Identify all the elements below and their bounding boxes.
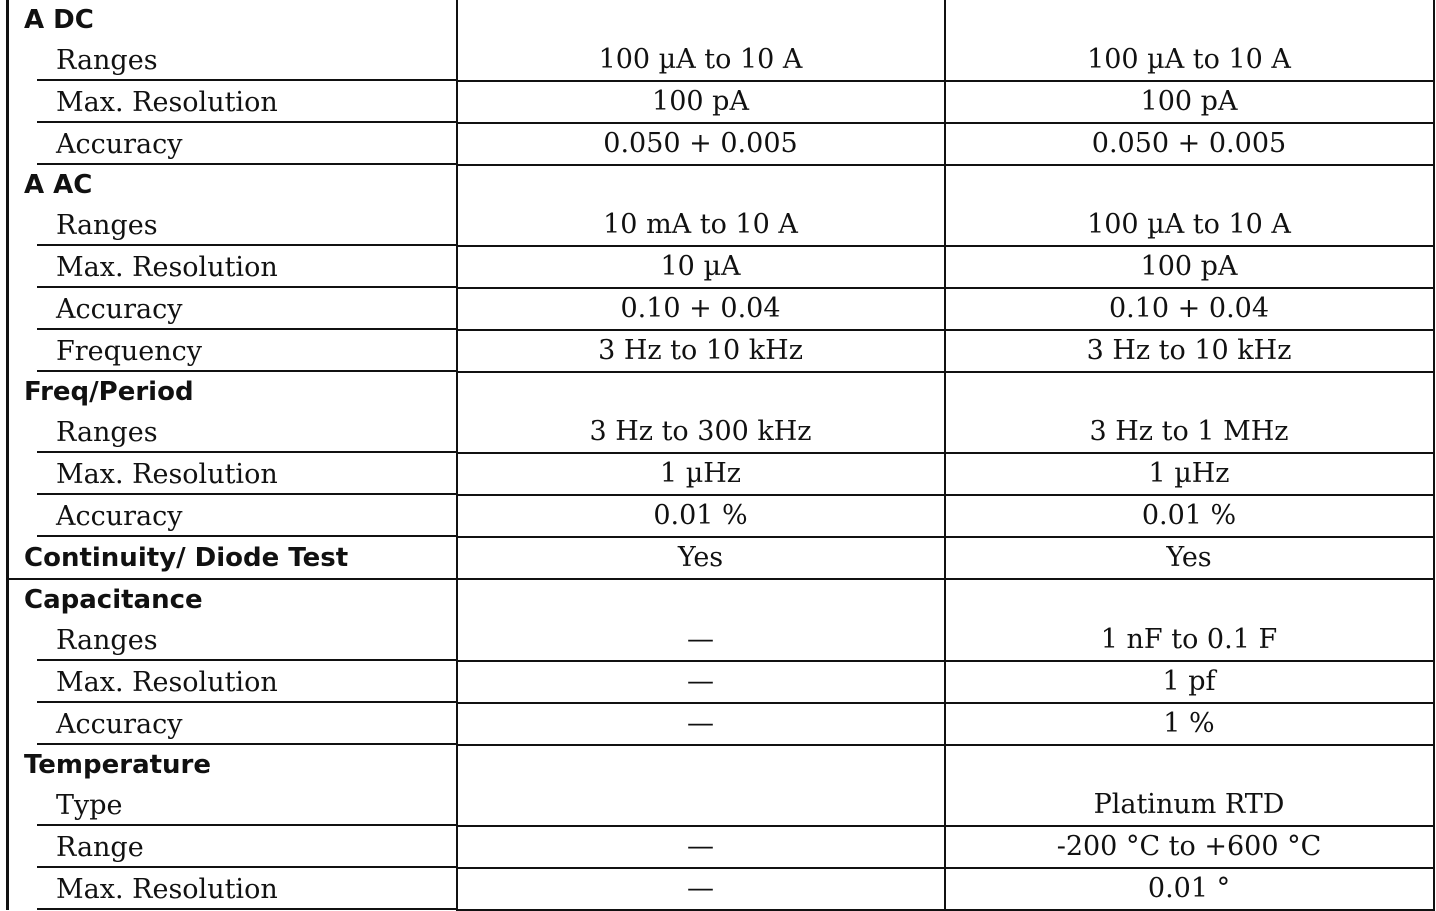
spec-value-1: 1 µHz: [457, 453, 945, 495]
spec-value-2: 0.01 °: [945, 868, 1434, 910]
spec-value-1: —: [457, 620, 945, 661]
spec-row: [8, 40, 1434, 81]
section-header-row: [8, 745, 1434, 785]
spec-label: Max. Resolution: [8, 661, 457, 703]
spec-value-2: 100 pA: [945, 246, 1434, 288]
spec-value-1: 0.10 + 0.04: [457, 288, 945, 330]
section-title: Continuity/ Diode Test: [8, 537, 457, 579]
spec-value-1: 100 µA to 10 A: [457, 40, 945, 81]
spec-row: [8, 453, 1434, 495]
section-header-row: [8, 372, 1434, 412]
spec-label: Accuracy: [8, 703, 457, 745]
spec-row: [8, 205, 1434, 246]
spec-value-2: 1 nF to 0.1 F: [945, 620, 1434, 661]
spec-label: Max. Resolution: [8, 246, 457, 288]
spec-value-1: —: [457, 661, 945, 703]
section-value-2: [945, 579, 1434, 620]
spec-label: Ranges: [8, 40, 457, 81]
spec-label: Accuracy: [8, 288, 457, 330]
section-title: Freq/Period: [8, 372, 457, 412]
spec-label: Frequency: [8, 330, 457, 372]
spec-value-2: 0.01 %: [945, 495, 1434, 537]
spec-value-2: Platinum RTD: [945, 785, 1434, 826]
spec-value-1: [457, 785, 945, 826]
spec-row: [8, 123, 1434, 165]
section-header-row: [8, 579, 1434, 620]
spec-label: Type: [8, 785, 457, 826]
spec-row: [8, 703, 1434, 745]
section-value-1: [457, 745, 945, 785]
spec-value-1: 0.050 + 0.005: [457, 123, 945, 165]
spec-table-body: [8, 0, 1434, 910]
spec-row: [8, 288, 1434, 330]
spec-row: [8, 495, 1434, 537]
section-value-2: [945, 165, 1434, 205]
spec-value-1: 3 Hz to 10 kHz: [457, 330, 945, 372]
section-value-1: Yes: [457, 537, 945, 579]
section-title: Capacitance: [8, 579, 457, 620]
section-header-row: [8, 165, 1434, 205]
spec-row: [8, 412, 1434, 453]
section-title: A AC: [8, 165, 457, 205]
spec-value-2: 3 Hz to 10 kHz: [945, 330, 1434, 372]
spec-value-1: 0.01 %: [457, 495, 945, 537]
section-value-1: [457, 0, 945, 40]
spec-row: [8, 785, 1434, 826]
spec-value-2: 1 µHz: [945, 453, 1434, 495]
spec-value-1: —: [457, 868, 945, 910]
spec-value-2: 100 pA: [945, 81, 1434, 123]
section-value-2: [945, 745, 1434, 785]
spec-value-1: —: [457, 703, 945, 745]
spec-label: Accuracy: [8, 495, 457, 537]
spec-row: [8, 246, 1434, 288]
spec-label: Max. Resolution: [8, 868, 457, 910]
section-title: A DC: [8, 0, 457, 40]
spec-row: [8, 81, 1434, 123]
spec-value-2: -200 °C to +600 °C: [945, 826, 1434, 868]
section-value-1: [457, 372, 945, 412]
spec-label: Accuracy: [8, 123, 457, 165]
spec-label: Max. Resolution: [8, 453, 457, 495]
spec-value-1: 3 Hz to 300 kHz: [457, 412, 945, 453]
spec-label: Range: [8, 826, 457, 868]
spec-value-2: 0.10 + 0.04: [945, 288, 1434, 330]
spec-value-2: 100 µA to 10 A: [945, 205, 1434, 246]
spec-label: Max. Resolution: [8, 81, 457, 123]
spec-label: Ranges: [8, 205, 457, 246]
section-header-row: [8, 537, 1434, 579]
spec-value-2: 3 Hz to 1 MHz: [945, 412, 1434, 453]
spec-label: Ranges: [8, 412, 457, 453]
spec-row: [8, 826, 1434, 868]
spec-table: [6, 0, 1435, 911]
spec-value-2: 100 µA to 10 A: [945, 40, 1434, 81]
section-value-1: [457, 579, 945, 620]
spec-label: Ranges: [8, 620, 457, 661]
section-value-2: [945, 0, 1434, 40]
spec-row: [8, 868, 1434, 910]
spec-row: [8, 661, 1434, 703]
spec-value-2: 1 pf: [945, 661, 1434, 703]
section-value-2: [945, 372, 1434, 412]
section-value-1: [457, 165, 945, 205]
section-value-2: Yes: [945, 537, 1434, 579]
spec-value-2: 1 %: [945, 703, 1434, 745]
spec-value-1: 10 mA to 10 A: [457, 205, 945, 246]
spec-value-2: 0.050 + 0.005: [945, 123, 1434, 165]
spec-row: [8, 620, 1434, 661]
spec-row: [8, 330, 1434, 372]
section-header-row: [8, 0, 1434, 40]
spec-value-1: 10 µA: [457, 246, 945, 288]
spec-value-1: —: [457, 826, 945, 868]
spec-value-1: 100 pA: [457, 81, 945, 123]
section-title: Temperature: [8, 745, 457, 785]
